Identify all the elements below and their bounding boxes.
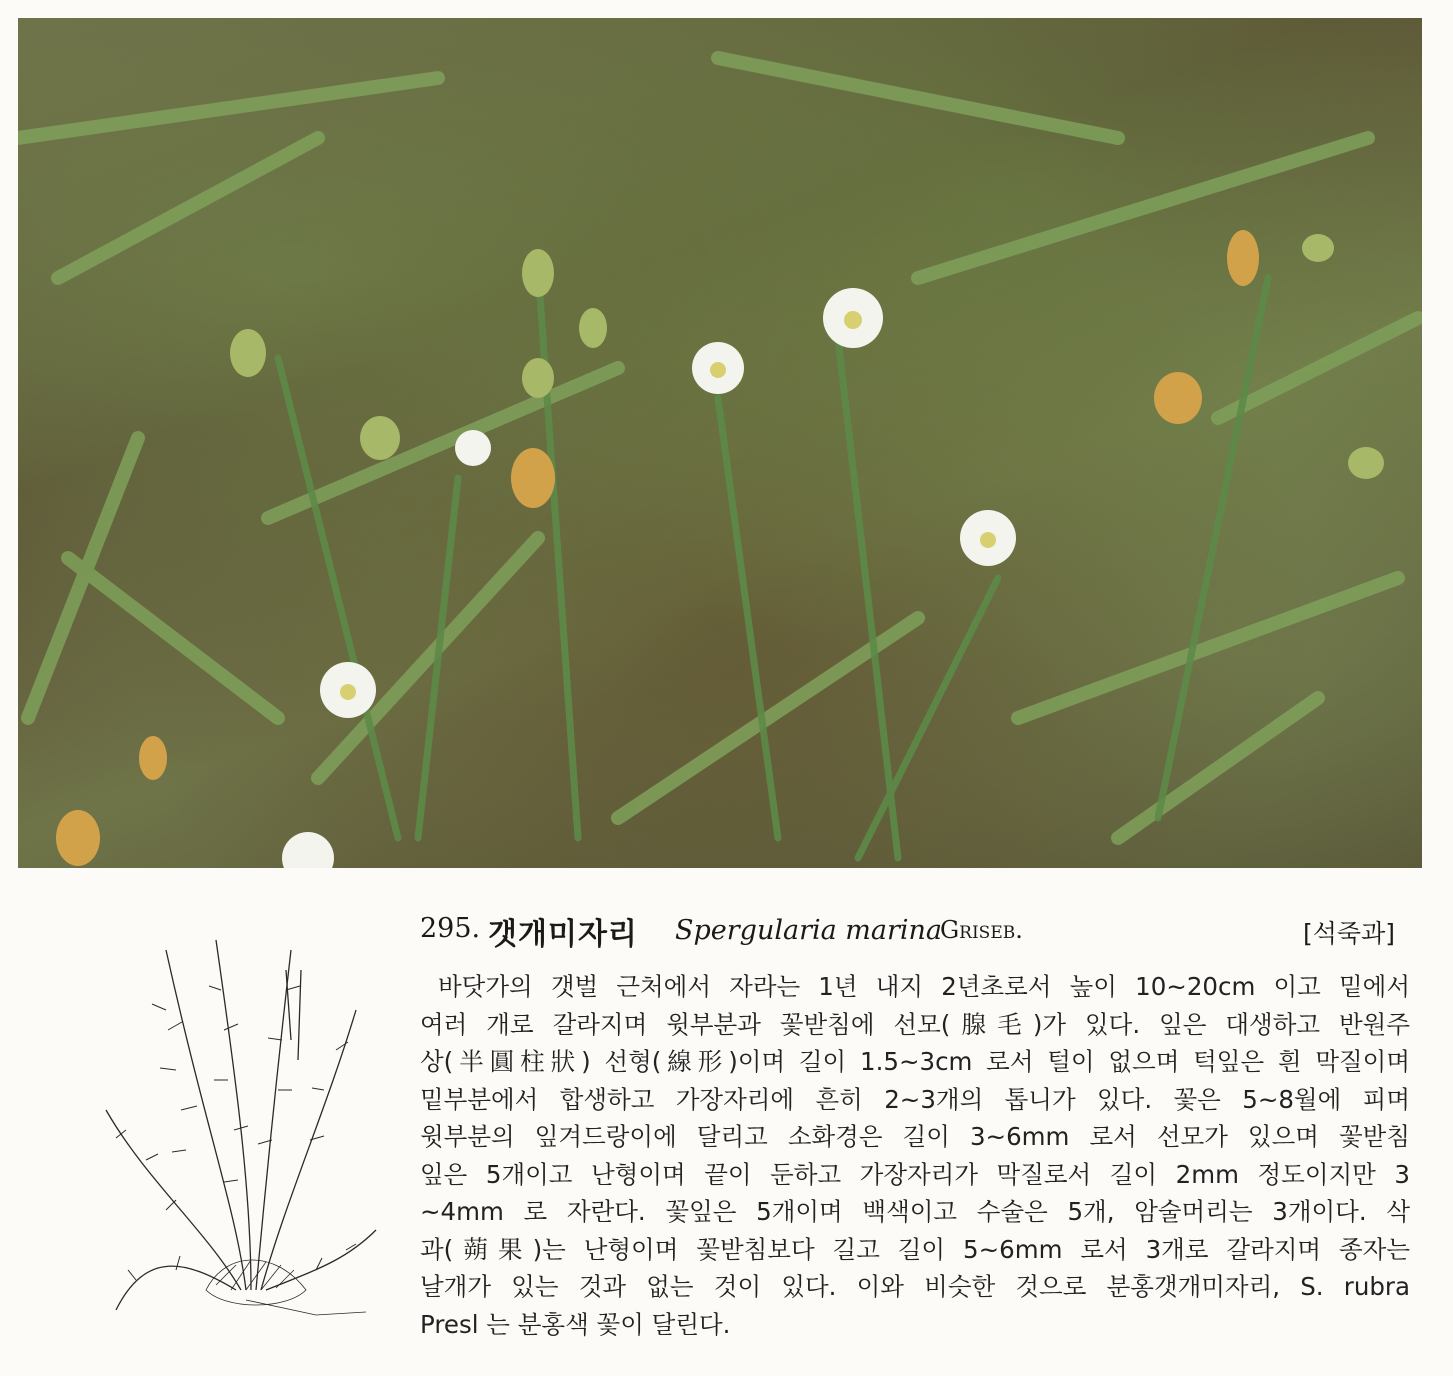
plant-photograph xyxy=(18,18,1422,868)
description-line: 여러 개로 갈라지며 윗부분과 꽃받침에 선모(腺毛)가 있다. 잎은 대생하고 반원주 xyxy=(420,1009,1410,1039)
description-line: 과(蒴果)는 난형이며 꽃받침보다 길고 길이 5~6mm 로서 3개로 갈라지며 종자는 xyxy=(420,1234,1410,1264)
korean-name: 갯개미자리 xyxy=(488,917,638,952)
entry-header xyxy=(420,907,1405,955)
description-line: 바닷가의 갯벌 근처에서 자라는 1년 내지 2년초로서 높이 10~20cm 이고 밑에서 xyxy=(438,972,1410,1001)
author-citation: Griseb. xyxy=(940,916,1023,944)
description-line: 상(半圓柱狀) 선형(線形)이며 길이 1.5~3cm 로서 털이 없으며 턱잎은 흰 막질이며 xyxy=(420,1047,1410,1076)
description-line: ~4mm 로 자란다. 꽃잎은 5개이며 백색이고 수술은 5개, 암술머리는 3개이다. 삭 xyxy=(420,1197,1410,1226)
description-line: 날개가 있는 것과 없는 것이 있다. 이와 비슷한 것으로 분홍갯개미자리, S. rubra xyxy=(420,1272,1410,1301)
plant-sketch xyxy=(86,930,386,1330)
description-line: 밑부분에서 합생하고 가장자리에 흔히 2~3개의 톱니가 있다. 꽃은 5~8월에 피며 xyxy=(420,1084,1410,1114)
description-line: 잎은 5개이고 난형이며 끝이 둔하고 가장자리가 막질로서 길이 2mm 정도이지만 3 xyxy=(420,1159,1410,1189)
description-line: 윗부분의 잎겨드랑이에 달리고 소화경은 길이 3~6mm 로서 선모가 있으며 꽃받침 xyxy=(420,1122,1410,1151)
description-text xyxy=(420,968,1410,1343)
family-name: [석죽과] xyxy=(1303,919,1395,948)
scientific-name: Spergularia marina xyxy=(675,915,943,946)
entry-number: 295. xyxy=(420,913,481,944)
botanical-line-drawing xyxy=(86,930,386,1330)
description-line: Presl 는 분홍색 꽃이 달린다. xyxy=(420,1309,731,1339)
photo-illustration xyxy=(18,18,1422,868)
